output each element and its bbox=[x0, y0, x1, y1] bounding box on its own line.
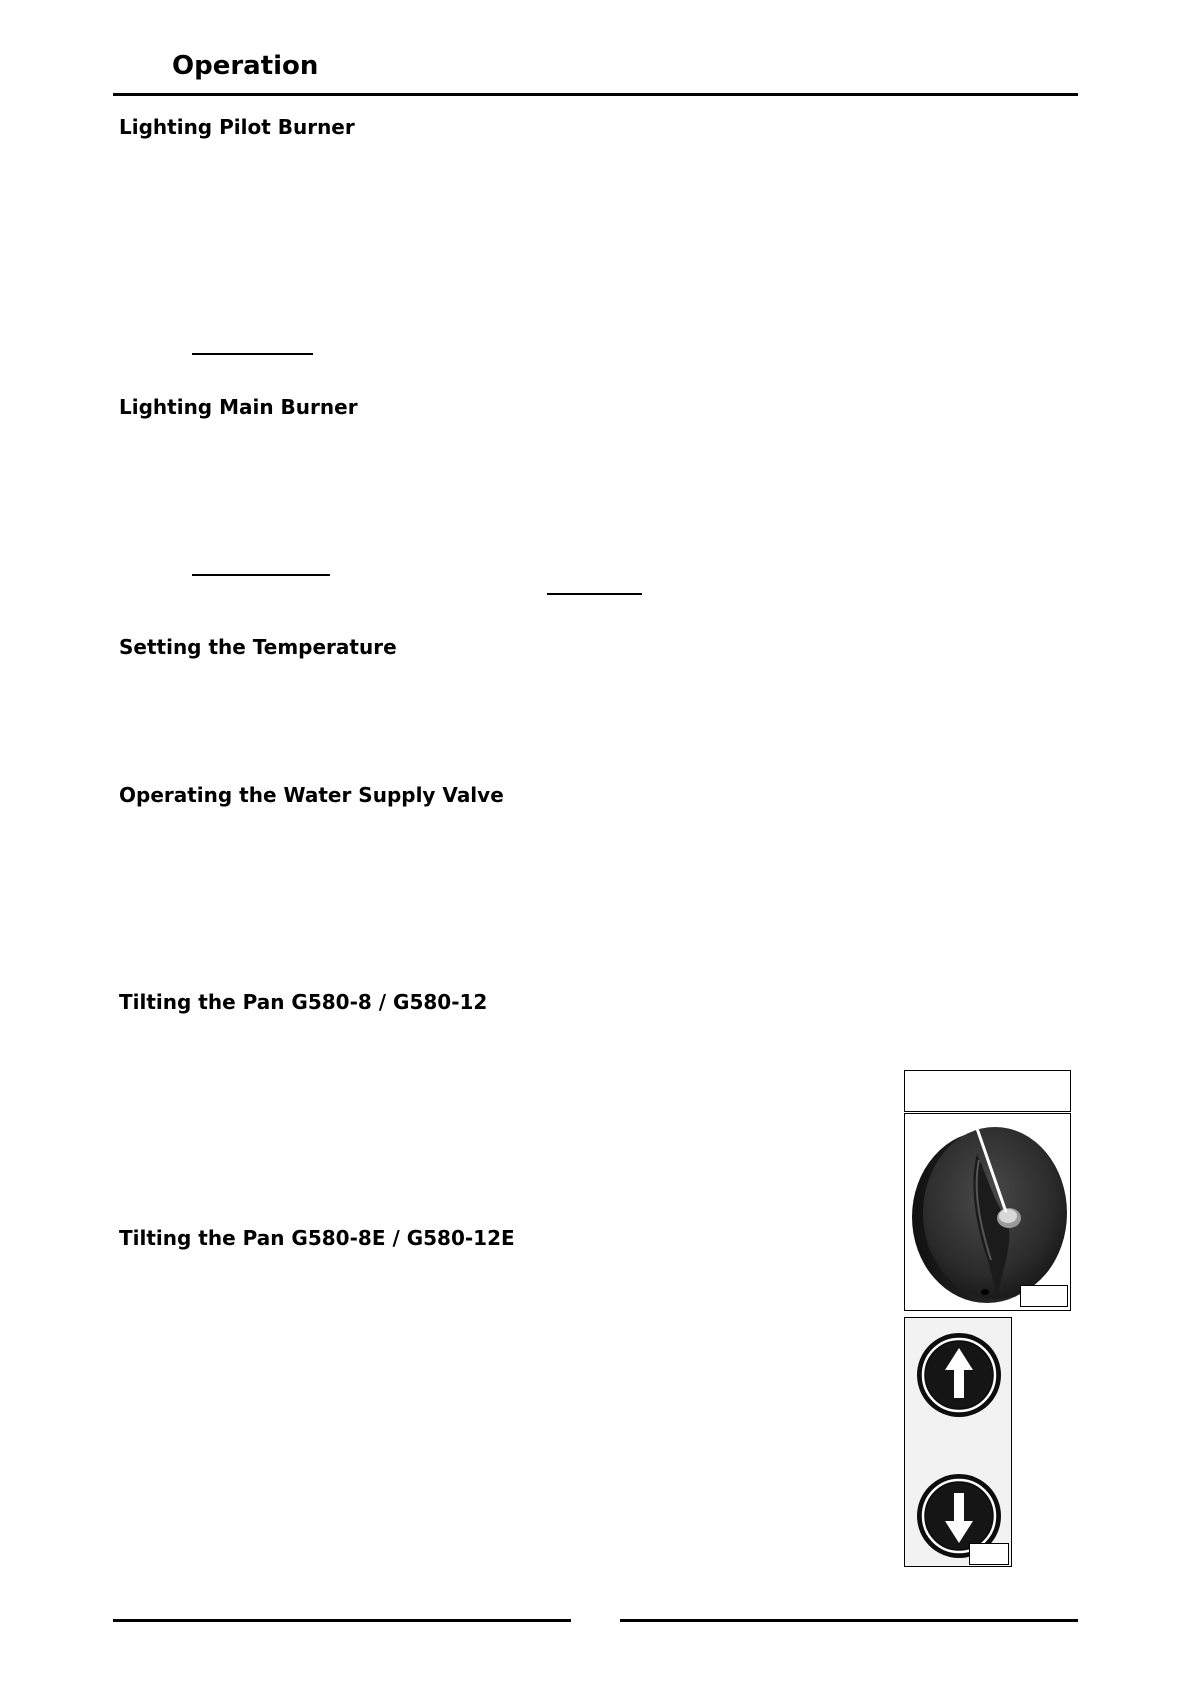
footer-rule-right bbox=[620, 1619, 1078, 1622]
page-title: Operation bbox=[172, 51, 319, 81]
underline-main-1 bbox=[192, 574, 330, 576]
tilt-buttons-figure bbox=[904, 1317, 1012, 1567]
heading-tilting-pan-electric: Tilting the Pan G580-8E / G580-12E bbox=[119, 1226, 515, 1250]
knob-figure bbox=[904, 1113, 1071, 1311]
knob-figure-tag bbox=[1020, 1285, 1068, 1307]
heading-operating-water-supply-valve: Operating the Water Supply Valve bbox=[119, 783, 504, 807]
tilt-knob-icon bbox=[905, 1114, 1069, 1309]
knob-figure-caption-box bbox=[904, 1070, 1071, 1112]
heading-lighting-pilot-burner: Lighting Pilot Burner bbox=[119, 115, 355, 139]
heading-lighting-main-burner: Lighting Main Burner bbox=[119, 395, 358, 419]
heading-tilting-pan-manual: Tilting the Pan G580-8 / G580-12 bbox=[119, 990, 488, 1014]
underline-pilot bbox=[192, 353, 313, 355]
header-rule bbox=[113, 93, 1078, 96]
footer-rule-left bbox=[113, 1619, 571, 1622]
arrow-up-icon bbox=[914, 1330, 1004, 1420]
heading-setting-the-temperature: Setting the Temperature bbox=[119, 635, 397, 659]
buttons-figure-tag bbox=[969, 1543, 1009, 1565]
underline-main-2 bbox=[547, 593, 642, 595]
